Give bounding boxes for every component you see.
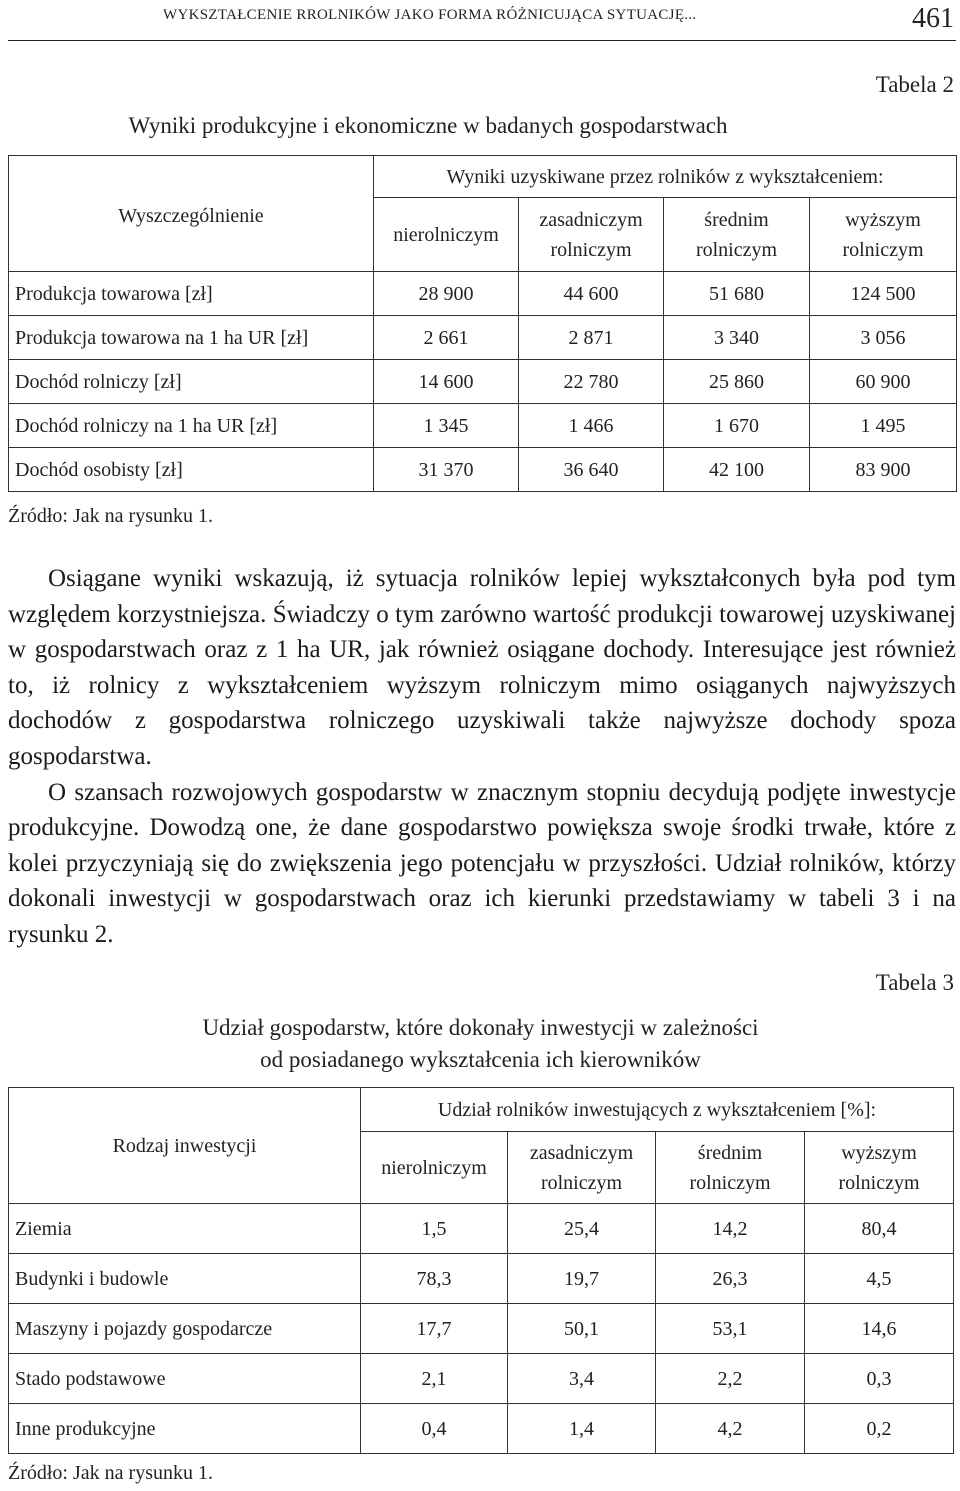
paragraph: Osiągane wyniki wskazują, iż sytuacja rolników lepiej wykształconych była pod tym względem korzystniejsza. Świadczy o tym zarówno wartość produkcji towarowej uzyskiwanej w gospodarstwach oraz z 1 ha UR, jak również osiągane dochody. Interesujące jest również to, iż rolnicy z wykształceniem wyższym rolniczym mimo osiąganych najwyższych dochodów z gospodarstwa rolniczego uzyskiwali także najwyższe dochody spoza gospodarstwa. (8, 565, 956, 770)
row-label: Dochód rolniczy na 1 ha UR [zł] (9, 404, 374, 448)
row-label: Produkcja towarowa [zł] (9, 272, 374, 316)
cell: 124 500 (810, 272, 957, 316)
table3 (8, 1087, 954, 1454)
table-row (9, 448, 957, 492)
table2-source: Źródło: Jak na rysunku 1. (8, 505, 213, 527)
cell: 1 466 (519, 404, 664, 448)
table2-col-header: wyższym rolniczym (810, 198, 957, 272)
cell: 78,3 (361, 1254, 508, 1304)
row-label: Budynki i budowle (9, 1254, 361, 1304)
table2-title: Wyniki produkcyjne i ekonomiczne w badanych gospodarstwach (128, 113, 728, 138)
cell: 60 900 (810, 360, 957, 404)
cell: 80,4 (805, 1204, 954, 1254)
table-row (9, 404, 957, 448)
running-head: WYKSZTAŁCENIE RROLNIKÓW JAKO FORMA RÓŻNICUJĄCA SYTUACJĘ... (163, 7, 697, 23)
row-label: Produkcja towarowa na 1 ha UR [zł] (9, 316, 374, 360)
row-label: Stado podstawowe (9, 1354, 361, 1404)
cell: 19,7 (508, 1254, 656, 1304)
cell: 1 670 (664, 404, 810, 448)
table2-col-header: zasadniczym rolniczym (519, 198, 664, 272)
cell: 0,2 (805, 1404, 954, 1454)
cell: 1 495 (810, 404, 957, 448)
cell: 2,2 (656, 1354, 805, 1404)
cell: 26,3 (656, 1254, 805, 1304)
paragraph: O szansach rozwojowych gospodarstw w znacznym stopniu decydują podjęte inwestycje produkcyjne. Dowodzą one, że dane gospodarstwo powiększa swoje środki trwałe, które z kolei przyczyniają się do zwiększenia jego potencjału w przyszłości. Udział rolników, którzy dokonali inwestycji w gospodarstwach oraz ich kierunki przedstawiamy w tabeli 3 i na rysunku 2. (8, 778, 956, 948)
page-number: 461 (912, 3, 954, 34)
cell: 3 056 (810, 316, 957, 360)
table3-label: Tabela 3 (875, 970, 954, 995)
cell: 2,1 (361, 1354, 508, 1404)
cell: 25 860 (664, 360, 810, 404)
row-label: Dochód rolniczy [zł] (9, 360, 374, 404)
cell: 0,4 (361, 1404, 508, 1454)
cell: 31 370 (374, 448, 519, 492)
table3-title (8, 1012, 960, 1076)
cell: 14,2 (656, 1204, 805, 1254)
cell: 3,4 (508, 1354, 656, 1404)
cell: 17,7 (361, 1304, 508, 1354)
table2-col-header: nierolniczym (374, 198, 519, 272)
cell: 83 900 (810, 448, 957, 492)
cell: 14,6 (805, 1304, 954, 1354)
table2-col-header: średnim rolniczym (664, 198, 810, 272)
cell: 42 100 (664, 448, 810, 492)
table2-row-header: Wyszczególnienie (9, 156, 374, 272)
table2-label: Tabela 2 (875, 72, 954, 97)
cell: 44 600 (519, 272, 664, 316)
row-label: Dochód osobisty [zł] (9, 448, 374, 492)
cell: 36 640 (519, 448, 664, 492)
page-header (8, 0, 956, 41)
cell: 3 340 (664, 316, 810, 360)
table3-col-header: nierolniczym (361, 1132, 508, 1204)
table-row (9, 1354, 954, 1404)
table-row (9, 272, 957, 316)
table-row (9, 1254, 954, 1304)
row-label: Inne produkcyjne (9, 1404, 361, 1454)
cell: 2 661 (374, 316, 519, 360)
cell: 14 600 (374, 360, 519, 404)
table-row (9, 1204, 954, 1254)
cell: 22 780 (519, 360, 664, 404)
cell: 28 900 (374, 272, 519, 316)
table-row (9, 360, 957, 404)
cell: 53,1 (656, 1304, 805, 1354)
table2-group-header: Wyniki uzyskiwane przez rolników z wykształceniem: (374, 156, 957, 198)
table-row (9, 316, 957, 360)
cell: 1 345 (374, 404, 519, 448)
row-label: Ziemia (9, 1204, 361, 1254)
table3-col-header: wyższym rolniczym (805, 1132, 954, 1204)
row-label: Maszyny i pojazdy gospodarcze (9, 1304, 361, 1354)
table-row (9, 1404, 954, 1454)
table3-col-header: średnim rolniczym (656, 1132, 805, 1204)
table3-source: Źródło: Jak na rysunku 1. (8, 1462, 213, 1484)
cell: 1,4 (508, 1404, 656, 1454)
cell: 1,5 (361, 1204, 508, 1254)
table2 (8, 155, 957, 492)
cell: 4,5 (805, 1254, 954, 1304)
body-text (8, 561, 956, 953)
table3-title-line: od posiadanego wykształcenia ich kierowników (260, 1047, 701, 1072)
table-row (9, 1304, 954, 1354)
cell: 2 871 (519, 316, 664, 360)
cell: 4,2 (656, 1404, 805, 1454)
table3-group-header: Udział rolników inwestujących z wykształceniem [%]: (361, 1088, 954, 1132)
cell: 51 680 (664, 272, 810, 316)
cell: 25,4 (508, 1204, 656, 1254)
cell: 50,1 (508, 1304, 656, 1354)
table3-title-line: Udział gospodarstw, które dokonały inwestycji w zależności (202, 1015, 759, 1040)
table3-col-header: zasadniczym rolniczym (508, 1132, 656, 1204)
cell: 0,3 (805, 1354, 954, 1404)
table3-row-header: Rodzaj inwestycji (9, 1088, 361, 1204)
